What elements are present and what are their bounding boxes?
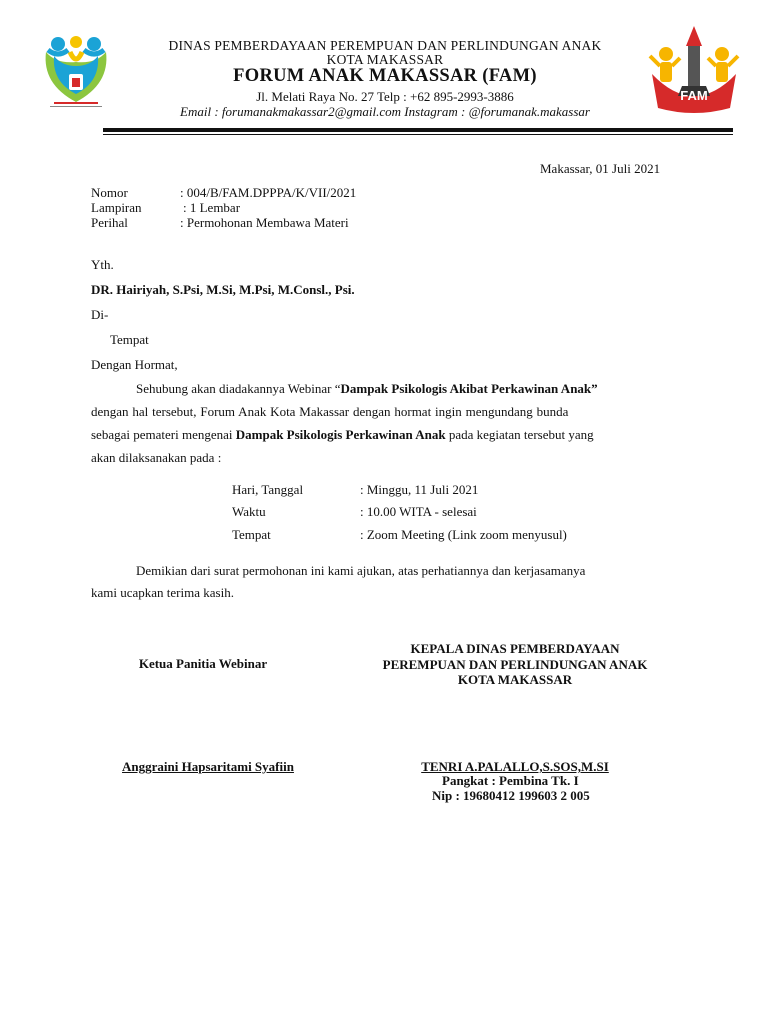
logo-text-fam: FAM bbox=[680, 88, 708, 103]
closing-line-2: kami ucapkan terima kasih. bbox=[91, 585, 234, 600]
closing-line-1: Demikian dari surat permohonan ini kami ajukan, atas perhatiannya dan kerjasamanya bbox=[136, 563, 586, 578]
meta-value-lampiran: : 1 Lembar bbox=[183, 200, 241, 215]
right-signatory-title-1: KEPALA DINAS PEMBERDAYAAN bbox=[410, 641, 620, 656]
schedule-value-time: : 10.00 WITA - selesai bbox=[360, 504, 477, 519]
body-line-1 bbox=[136, 381, 598, 397]
place-date: Makassar, 01 Juli 2021 bbox=[540, 161, 661, 176]
salutation: Dengan Hormat, bbox=[91, 357, 178, 372]
meta-value-perihal: : Permohonan Membawa Materi bbox=[180, 215, 349, 230]
webinar-title: Dampak Psikologis Akibat Perkawinan Anak” bbox=[340, 381, 598, 396]
body-line-3 bbox=[91, 427, 594, 443]
right-signatory-nip: Nip : 19680412 199603 2 005 bbox=[432, 788, 590, 803]
schedule-value-place: : Zoom Meeting (Link zoom menyusul) bbox=[360, 527, 567, 542]
schedule-label-date: Hari, Tanggal bbox=[232, 482, 304, 497]
right-signatory-title-2: PEREMPUAN DAN PERLINDUNGAN ANAK bbox=[382, 657, 648, 672]
schedule-label-time: Waktu bbox=[232, 504, 266, 519]
meta-value-nomor: : 004/B/FAM.DPPPA/K/VII/2021 bbox=[180, 185, 357, 200]
yth-label: Yth. bbox=[91, 257, 114, 272]
forum-title: FORUM ANAK MAKASSAR (FAM) bbox=[233, 66, 537, 86]
header-rule-thin bbox=[103, 134, 733, 135]
left-signatory-title: Ketua Panitia Webinar bbox=[138, 656, 268, 671]
agency-name-line2: KOTA MAKASSAR bbox=[326, 52, 444, 67]
meta-label-lampiran: Lampiran bbox=[91, 200, 142, 215]
agency-name-line1: DINAS PEMBERDAYAAN PEREMPUAN DAN PERLINDUNGAN ANAK bbox=[168, 38, 602, 53]
contact-line: Email : forumanakmakassar2@gmail.com Instagram : @forumanak.makassar bbox=[180, 104, 590, 119]
tempat-label: Tempat bbox=[110, 332, 149, 347]
recipient-name: DR. Hairiyah, S.Psi, M.Si, M.Psi, M.Consl., Psi. bbox=[91, 282, 355, 297]
schedule-label-place: Tempat bbox=[232, 527, 271, 542]
header-rule-thick bbox=[103, 128, 733, 132]
meta-label-perihal: Perihal bbox=[91, 215, 128, 230]
topic-title: Dampak Psikologis Perkawinan Anak bbox=[235, 427, 446, 442]
dppa-logo bbox=[36, 32, 120, 110]
body-line-2: dengan hal tersebut, Forum Anak Kota Makassar dengan hormat ingin mengundang bunda bbox=[91, 404, 569, 419]
forum-anak-logo bbox=[646, 18, 742, 114]
right-signatory-title-3: KOTA MAKASSAR bbox=[457, 672, 573, 687]
right-signatory-rank: Pangkat : Pembina Tk. I bbox=[442, 773, 579, 788]
meta-label-nomor: Nomor bbox=[91, 185, 128, 200]
body-line-3-post: pada kegiatan tersebut yang bbox=[445, 427, 594, 442]
di-label: Di- bbox=[91, 307, 109, 322]
body-line-4: akan dilaksanakan pada : bbox=[91, 450, 222, 465]
body-line-3-pre: sebagai pemateri mengenai bbox=[91, 427, 236, 442]
right-signatory-name: TENRI A.PALALLO,S.SOS,M.SI bbox=[421, 759, 609, 774]
body-line-1-text: Sehubung akan diadakannya Webinar “ bbox=[136, 381, 341, 396]
address-line: Jl. Melati Raya No. 27 Telp : +62 895-2993-3886 bbox=[256, 89, 514, 104]
left-signatory-name: Anggraini Hapsaritami Syafiin bbox=[122, 759, 294, 774]
schedule-value-date: : Minggu, 11 Juli 2021 bbox=[360, 482, 479, 497]
